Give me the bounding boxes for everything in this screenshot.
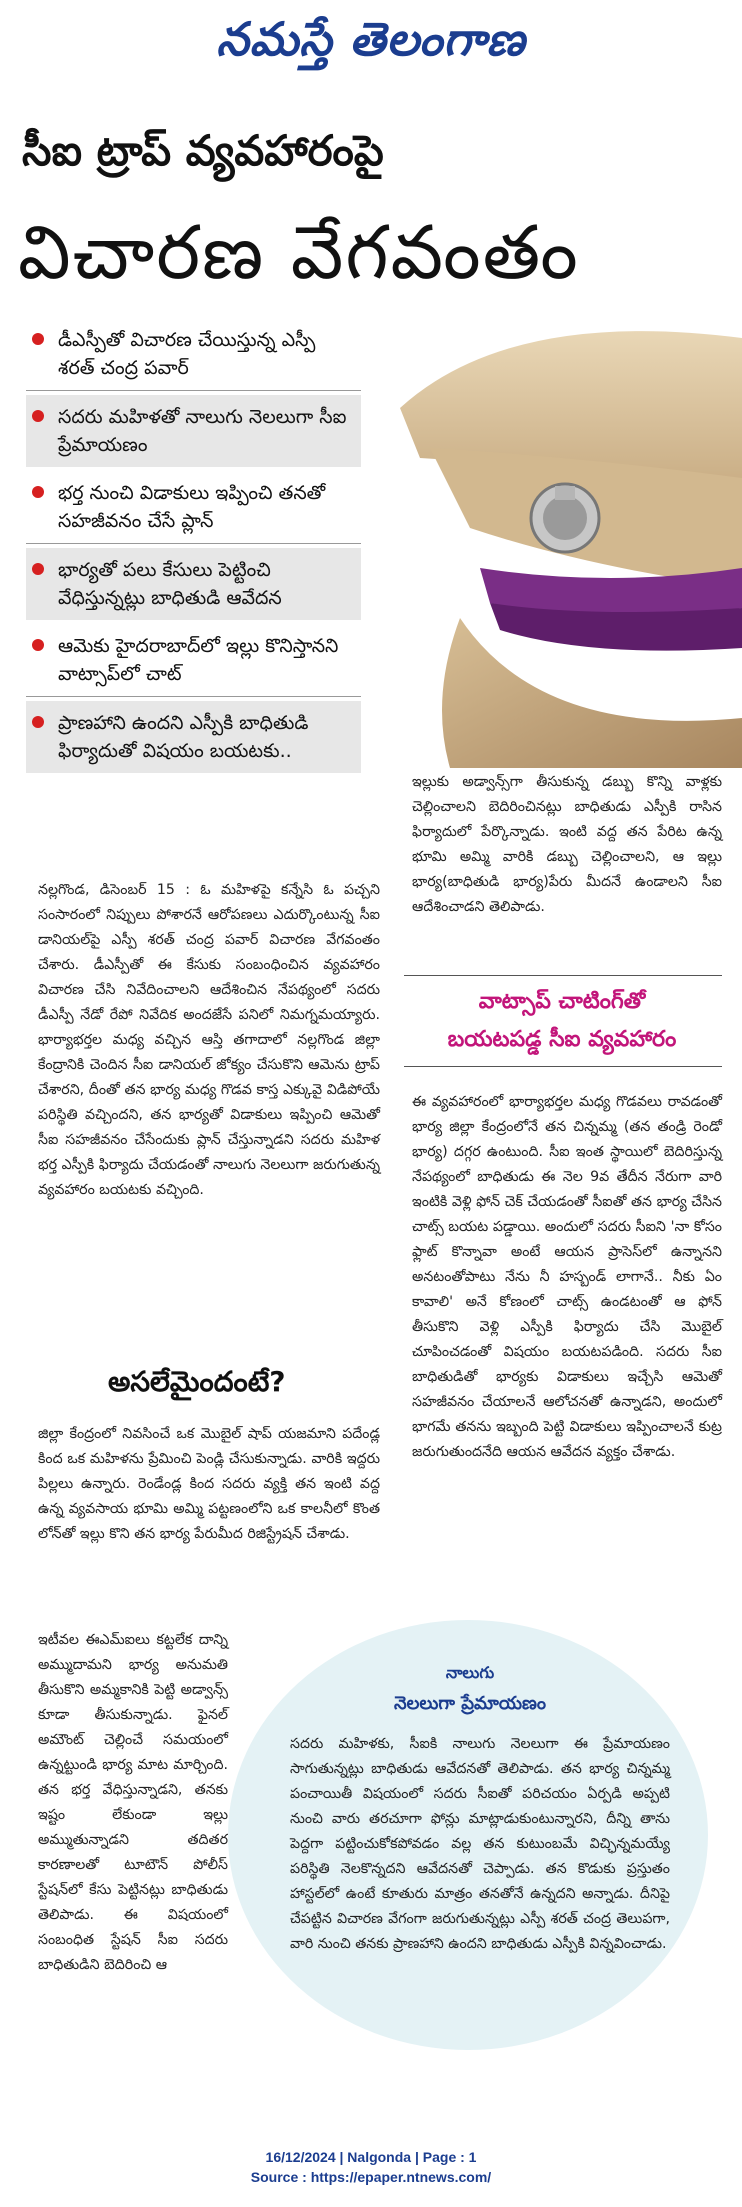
bullet-dot-icon <box>32 333 44 345</box>
article-intro: నల్లగొండ, డిసెంబర్ 15 : ఓ మహిళపై కన్నేసి ఓ పచ్చని సంసారంలో నిప్పులు పోశారనే ఆరోపణలు ఎదుర్కొంటున్న సీఐ డానియల్‌పై ఎస్పీ శరత్ చంద్ర పవార్ విచారణ వేగవంతం చేశారు. డీఎస్పీతో ఈ కేసుకు సంబంధించిన వ్యవహారం విచారణ చేసి నివేదించాలని ఆదేశించిన నేపథ్యంలో సదరు డీఎస్పీ నేడో రేపో నివేదిక అందజేసే పనిలో నిమగ్నమయ్యారు. భార్యాభర్తల మధ్య వచ్చిన ఆస్తి తగాదాలో నల్లగొండ జిల్లా కేంద్రానికి చెందిన సీఐ డానియల్ జోక్యం చేసుకొని ఆమెను ట్రాప్ చేశారని, దీంతో తన భార్య మధ్య గొడవ కాస్త ఎక్కువై విడిపోయే పరిస్థితి వచ్చిందని, తన భార్యతో విడాకులు ఇప్పించి ఆమెతో సీఐ సహజీవనం చేసేందుకు ప్లాన్ చేస్తున్నాడని సదరు మహిళ భర్త ఎస్పీకి ఫిర్యాదు చేయడంతో నాలుగు నెలలుగా జరుగుతున్న వ్యవహారం బయటకు వచ్చింది. <box>38 882 380 1198</box>
footer-date-edition: 16/12/2024 | Nalgonda | Page : 1 <box>265 2149 477 2165</box>
bullet-item: సదరు మహిళతో నాలుగు నెలలుగా సీఐ ప్రేమాయణం <box>26 395 361 467</box>
bullet-item: ప్రాణహాని ఉందని ఎస్పీకి బాధితుడి ఫిర్యాదుతో విషయం బయటకు.. <box>26 701 361 773</box>
bullet-dot-icon <box>32 716 44 728</box>
bullet-item: డీఎస్పీతో విచారణ చేయిస్తున్న ఎస్పీ శరత్ చంద్ర పవార్ <box>26 318 361 391</box>
divider <box>404 1066 722 1067</box>
article-body-right: ఈ వ్యవహారంలో భార్యాభర్తల మధ్య గొడవలు రావడంతో భార్య జిల్లా కేంద్రంలోనే తన చిన్నమ్మ (తన తండ్రి రెండో భార్య) దగ్గర ఉంటుంది. సీఐ ఇంత స్థాయిలో బెదిరిస్తున్న నేపథ్యంలో బాధితుడు ఈ నెల 9వ తేదీన నేరుగా వారి ఇంటికి వెళ్లి ఫోన్ చెక్ చేయడంతో సీఐతో తన భార్య చేసిన చాట్స్ బయట పడ్డాయి. అందులో సదరు సీఐని 'నా కోసం ఫ్లాట్ కొన్నావా అంటే ఆయన ప్రాసెస్‌లో ఉన్నానని అనటంతోపాటు నేను నీ హస్బండ్ లాగానే.. నీకు ఏం కావాలి' అనే కోణంలో చాట్స్ ఉండటంతో ఆ ఫోన్ తీసుకొని వెళ్లి ఎస్పీకి ఫిర్యాదు చేసి మొబైల్ చూపించడంతో విషయం బయటపడింది. సదరు సీఐ బాధితుడితో భార్యకు విడాకులు ఇచ్చేసి ఆమెతో సహజీవనం చేయాలనే ఆలోచనతో ఉన్నాడని, అందులో భాగమే తనను ఇబ్బంది పెట్టి విడాకులు ఇప్పించాలనే కుట్ర జరుగుతుందనేది ఆయన ఆవేదన వ్యక్తం చేశాడు. <box>412 1094 722 1460</box>
bullet-list <box>26 318 361 777</box>
headline-line-2: విచారణ వేగవంతం <box>18 210 580 296</box>
article-body-right-top: ఇల్లుకు అడ్వాన్స్‌గా తీసుకున్న డబ్బు కొన్ని వాళ్లకు చెల్లించాలని బెదిరించినట్లు బాధితుడు ఎస్పీకి రాసిన ఫిర్యాదులో పేర్కొన్నాడు. ఇంటి వద్ద తన పేరిట ఉన్న భూమి అమ్మి వారికి డబ్బు చెల్లించాలని, ఆ ఇల్లు భార్య(బాధితుడి భార్య)పేరు మీదనే ఉండాలని సీఐ ఆదేశించాడని తెలిపాడు. <box>412 774 722 915</box>
police-cap-image <box>390 318 742 768</box>
article-body-left-narrow: ఇటీవల ఈఎమ్‌ఐలు కట్టలేక దాన్ని అమ్ముదామని భార్య అనుమతి తీసుకొని అమ్మకానికి పెట్టి అడ్వాన్స్ కూడా తీసుకున్నాడు. ఫైనల్ అమౌంట్ చెల్లించే సమయంలో ఉన్నట్టుండి భార్య మాట మార్చింది. తన భర్త వేధిస్తున్నాడని, తనకు ఇష్టం లేకుండా ఇల్లు అమ్ముతున్నాడని తదితర కారణాలతో టూటౌన్ పోలీస్ స్టేషన్‌లో కేసు పెట్టినట్లు బాధితుడు తెలిపాడు. ఈ విషయంలో సంబంధిత స్టేషన్ సీఐ సదరు బాధితుడిని బెదిరించి ఆ <box>38 1632 228 1973</box>
sidebar-box-text: సదరు మహిళకు, సీఐకి నాలుగు నెలలుగా ఈ ప్రేమాయణం సాగుతున్నట్లు బాధితుడు ఆవేదనతో తెలిపాడు. తన భార్య చిన్నమ్మ పంచాయితీ విషయంలో సదరు సీఐతో పరిచయం ఏర్పడి అప్పటి నుంచి వారు తరచూగా ఫోన్లు మాట్లాడుకుంటున్నారని, దీన్ని తాను పెద్దగా పట్టించుకోకపోవడం వల్ల తన కుటుంబమే విచ్ఛిన్నమయ్యే పరిస్థితి నెలకొన్నదని ఆవేదనతో చెప్పాడు. తన కొడుకు ప్రస్తుతం హాస్టల్‌లో ఉంటే కూతురు మాత్రం తనతోనే ఉన్నదని అన్నాడు. దీనిపై చేపట్టిన విచారణ వేగంగా జరుగుతున్నట్లు ఎస్పీ శరత్ చంద్ర తెలుపగా, వారి నుంచి తనకు ప్రాణహాని ఉందని బాధితుడు ఎస్పీకి విన్నవించాడు. <box>290 1736 670 1952</box>
headline-line-1: సీఐ ట్రాప్ వ్యవహారంపై <box>22 126 384 175</box>
sidebar-box-heading-1: నాలుగు <box>445 1663 495 1682</box>
masthead: నమస్తే తెలంగాణ <box>216 12 526 66</box>
subheading-whatsapp: వాట్సాప్ చాటింగ్‌తో బయటపడ్డ సీఐ వ్యవహారం <box>447 989 677 1052</box>
police-cap-icon <box>390 318 742 768</box>
bullet-dot-icon <box>32 410 44 422</box>
bullet-dot-icon <box>32 639 44 651</box>
bullet-item: భార్యతో పలు కేసులు పెట్టించి వేధిస్తున్నట్లు బాధితుడి ఆవేదన <box>26 548 361 620</box>
footer-source: Source : https://epaper.ntnews.com/ <box>250 2169 492 2185</box>
article-body-left: జిల్లా కేంద్రంలో నివసించే ఒక మొబైల్ షాప్ యజమాని పదేండ్ల కింద ఒక మహిళను ప్రేమించి పెండ్లి చేసుకున్నాడు. వారికి ఇద్దరు పిల్లలు ఉన్నారు. రెండేండ్ల కింద సదరు వ్యక్తి తన ఇంటి వద్ద ఉన్న వ్యవసాయ భూమి అమ్మి పట్టణంలోని ఒక కాలనీలో కొంత లోన్‌తో ఇల్లు కొని తన భార్య పేరుమీద రిజిస్ట్రేషన్ చేశాడు. <box>38 1426 380 1542</box>
bullet-item: భర్త నుంచి విడాకులు ఇప్పించి తనతో సహజీవనం చేసే ప్లాన్ <box>26 471 361 544</box>
subheading-what-happened: అసలేమైందంటే? <box>108 1365 286 1398</box>
divider <box>404 975 722 976</box>
bullet-dot-icon <box>32 486 44 498</box>
sidebar-box-heading-2: నెలలుగా ప్రేమాయణం <box>394 1693 546 1714</box>
bullet-dot-icon <box>32 563 44 575</box>
bullet-item: ఆమెకు హైదరాబాద్‌లో ఇల్లు కొనిస్తానని వాట్సాప్‌లో చాట్ <box>26 624 361 697</box>
